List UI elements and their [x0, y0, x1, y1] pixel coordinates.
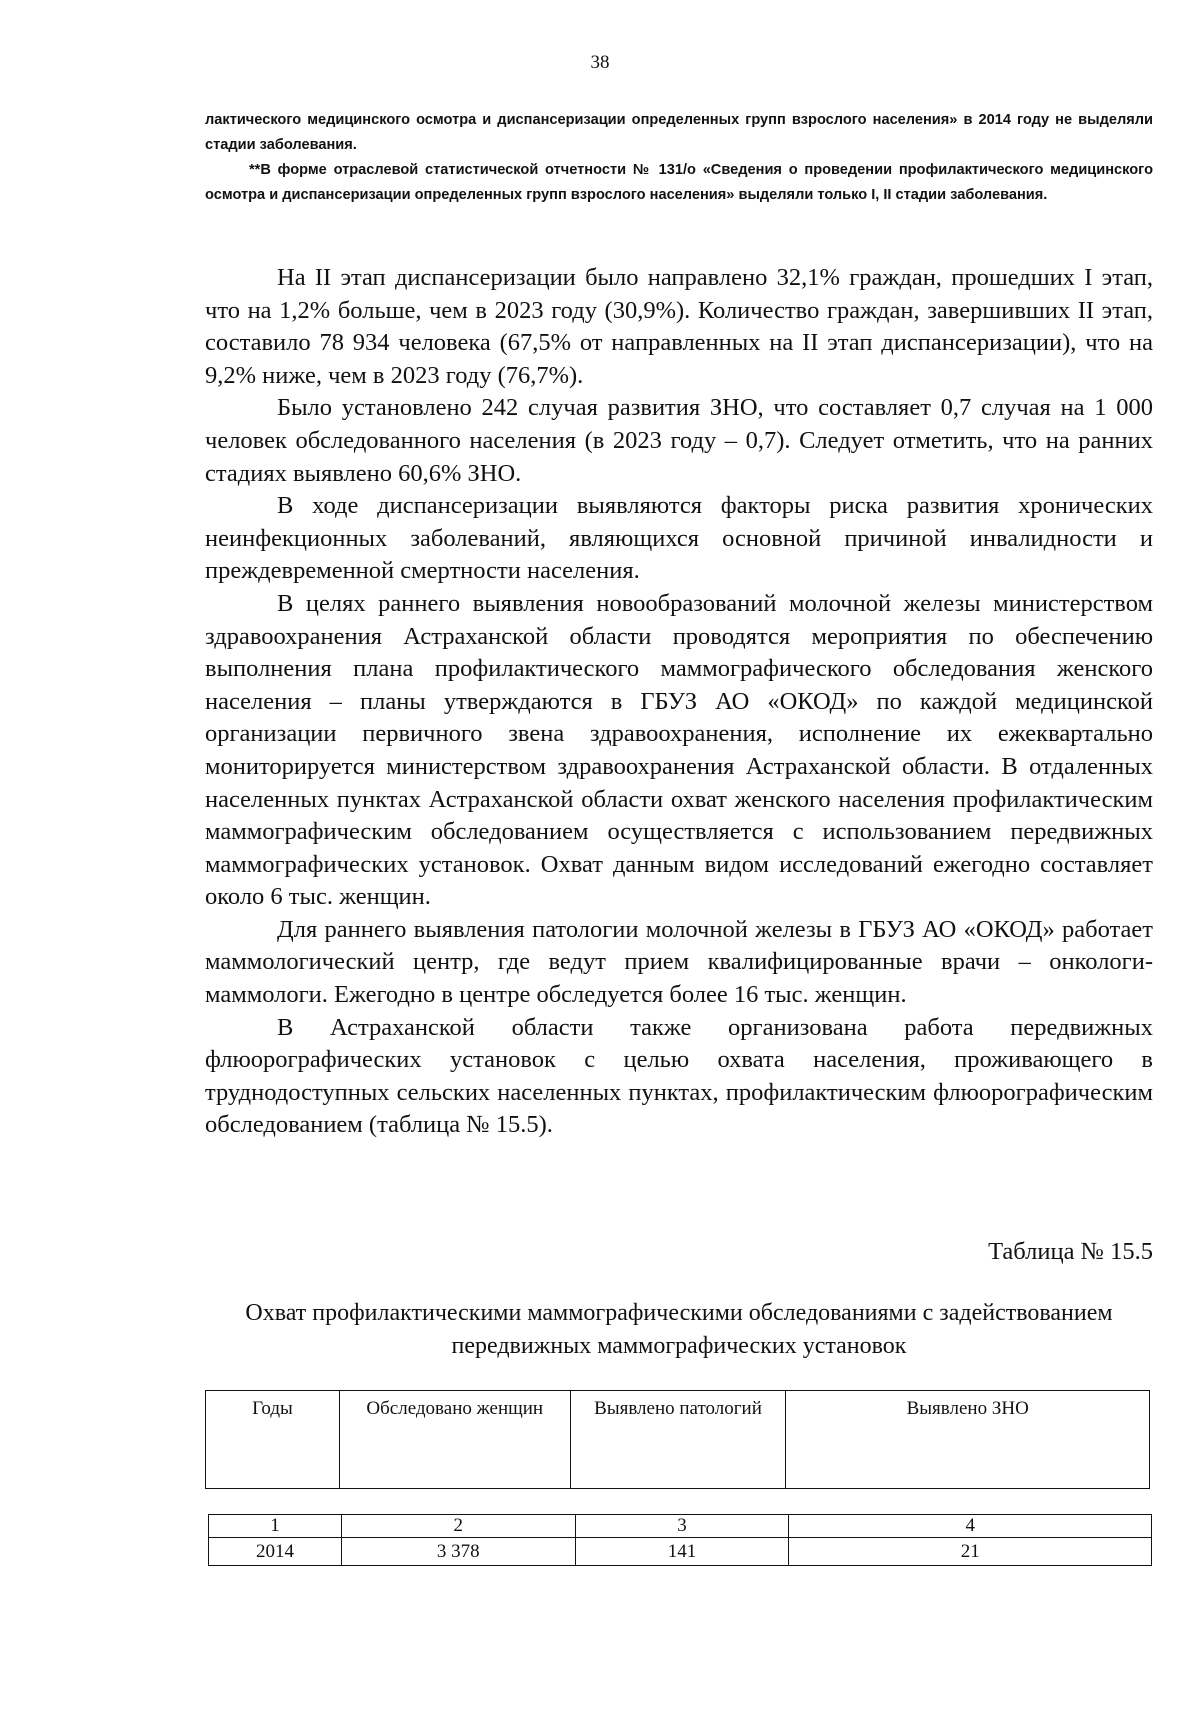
- table-column-numbers-row: [209, 1515, 1152, 1538]
- column-number: 3: [575, 1515, 789, 1538]
- paragraph-5: Для раннего выявления патологии молочной железы в ГБУЗ АО «ОКОД» работает маммологический центр, где ведут прием квалифицированные врачи – онкологи-маммологи. Ежегодно в центре обследуется более 16 тыс. женщин.: [205, 915, 1153, 1009]
- header-pathologies: Выявлено патологий: [570, 1391, 786, 1489]
- table-row: [209, 1538, 1152, 1566]
- table-title: Охват профилактическими маммографическими обследованиями с задействованием передвижных маммографических установок: [245, 1300, 1113, 1359]
- table-data: [208, 1514, 1152, 1566]
- page-number: 38: [590, 52, 610, 73]
- header-examined-women: Обследовано женщин: [339, 1391, 570, 1489]
- table-header-row: [206, 1391, 1150, 1489]
- table-cell-pathologies: 141: [575, 1538, 789, 1566]
- column-number: 4: [789, 1515, 1152, 1538]
- footnotes: [205, 108, 1153, 208]
- table-caption: Таблица № 15.5: [988, 1238, 1153, 1265]
- body-text: [205, 262, 1153, 1142]
- header-malignancies: Выявлено ЗНО: [786, 1391, 1150, 1489]
- paragraph-3: В ходе диспансеризации выявляются факторы риска развития хронических неинфекционных заболеваний, являющихся основной причиной инвалидности и преждевременной смертности населения.: [205, 492, 1153, 585]
- table-cell-malignancies: 21: [789, 1538, 1152, 1566]
- header-years: Годы: [206, 1391, 340, 1489]
- table-cell-examined: 3 378: [341, 1538, 575, 1566]
- paragraph-4: В целях раннего выявления новообразований молочной железы министерством здравоохранения Астраханской области проводятся мероприятия по обеспечению выполнения плана профилактического маммографического обследования женского населения – планы утверждаются в ГБУЗ АО «ОКОД» по каждой медицинской организации первичного звена здравоохранения, исполнение их ежеквартально мониторируется министерством здравоохранения Астраханской области. В отдаленных населенных пунктах Астраханской области охват женского населения профилактическим маммографическим обследованием осуществляется с использованием передвижных маммографических установок. Охват данным видом исследований ежегодно составляет около 6 тыс. женщин.: [205, 589, 1153, 911]
- table-header: [205, 1390, 1150, 1489]
- footnote-2: **В форме отраслевой статистической отчетности № 131/о «Сведения о проведении профилактического медицинского осмотра и диспансеризации определенных групп взрослого населения» выделяли только I, II стадии заболевания.: [205, 162, 1153, 203]
- paragraph-1: На II этап диспансеризации было направлено 32,1% граждан, прошедших I этап, что на 1,2% больше, чем в 2023 году (30,9%). Количество граждан, завершивших II этап, составило 78 934 человека (67,5% от направленных на II этап диспансеризации), что на 9,2% ниже, чем в 2023 году (76,7%).: [205, 264, 1153, 389]
- footnote-1: лактического медицинского осмотра и диспансеризации определенных групп взрослого населения» в 2014 году не выделяли стадии заболевания.: [205, 112, 1153, 153]
- column-number: 1: [209, 1515, 342, 1538]
- column-number: 2: [341, 1515, 575, 1538]
- paragraph-6: В Астраханской области также организована работа передвижных флюорографических установок с целью охвата населения, проживающего в труднодоступных сельских населенных пунктах, профилактическим флюорографическим обследованием (таблица № 15.5).: [205, 1013, 1153, 1139]
- table-cell-year: 2014: [209, 1538, 342, 1566]
- paragraph-2: Было установлено 242 случая развития ЗНО, что составляет 0,7 случая на 1 000 человек обследованного населения (в 2023 году – 0,7). Следует отметить, что на ранних стадиях выявлено 60,6% ЗНО.: [205, 394, 1153, 487]
